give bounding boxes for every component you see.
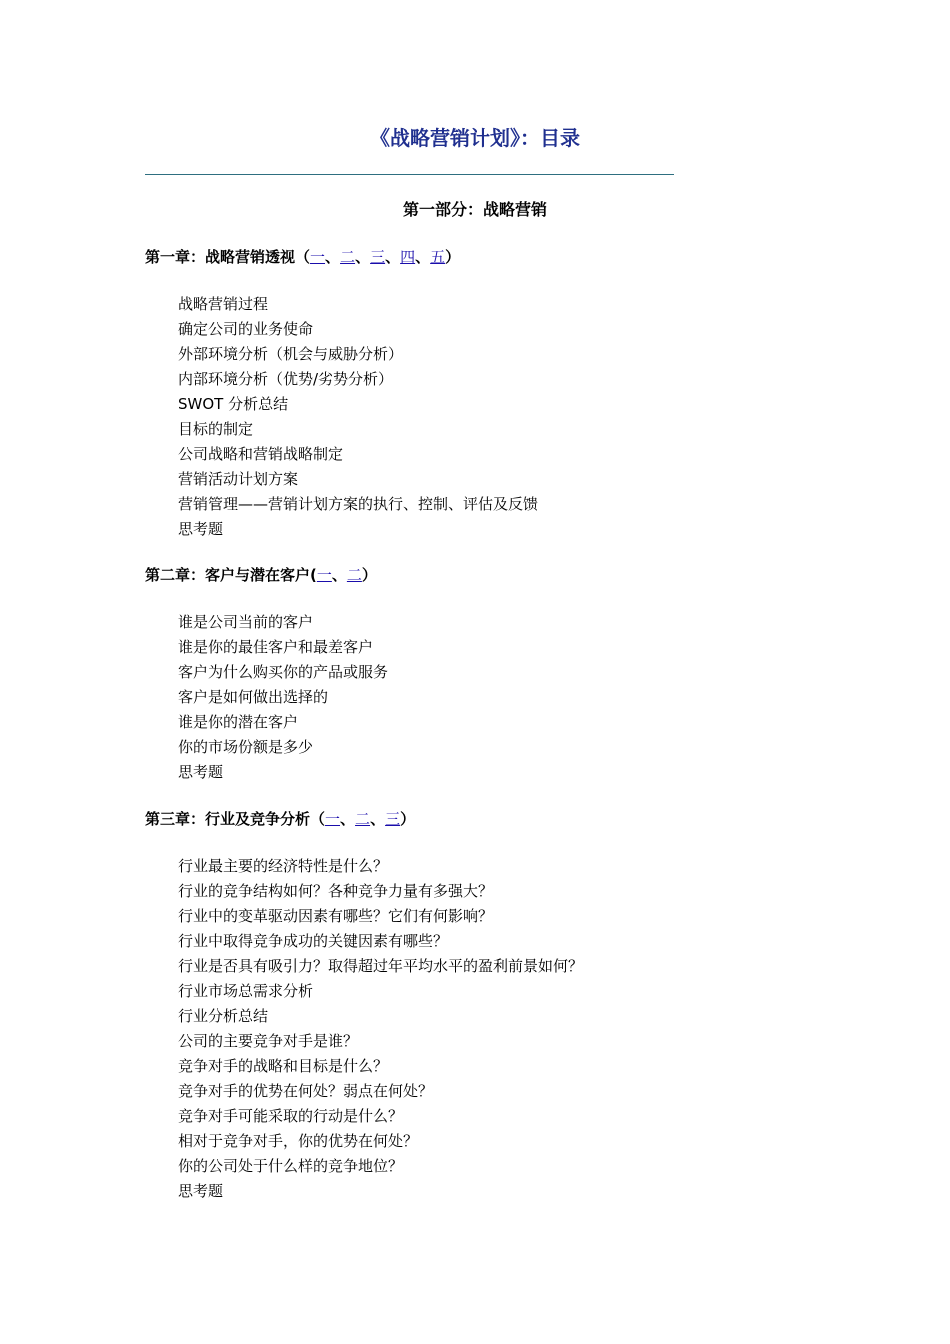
title-divider	[145, 174, 674, 175]
section-item: 外部环境分析（机会与威胁分析）	[178, 345, 404, 363]
chapter-1-title: 第一章：战略营销透视（	[145, 248, 311, 266]
chapter-2-link-2[interactable]: 二	[346, 566, 362, 584]
link-separator: 、	[355, 248, 371, 266]
closing-paren: ）	[361, 566, 377, 584]
section-item: 行业分析总结	[178, 1007, 269, 1025]
section-item: 谁是你的最佳客户和最差客户	[178, 638, 374, 656]
section-item: 战略营销过程	[178, 295, 269, 313]
chapter-3-link-3[interactable]: 三	[385, 810, 401, 828]
section-item: 行业中取得竞争成功的关键因素有哪些？	[178, 932, 449, 950]
section-item: 公司的主要竞争对手是谁？	[178, 1032, 359, 1050]
part-title: 第一部分：战略营销	[402, 200, 547, 219]
chapter-2-title: 第二章：客户与潜在客户(	[145, 566, 317, 584]
section-item: 确定公司的业务使命	[178, 320, 314, 338]
section-item: 内部环境分析（优势/劣势分析）	[178, 370, 394, 388]
section-item: 谁是你的潜在客户	[178, 713, 299, 731]
section-item: SWOT 分析总结	[178, 395, 289, 413]
section-item: 你的公司处于什么样的竞争地位？	[178, 1157, 404, 1175]
section-item: 竞争对手可能采取的行动是什么？	[178, 1107, 404, 1125]
section-item: 谁是公司当前的客户	[178, 613, 314, 631]
chapter-3-title: 第三章：行业及竞争分析（	[145, 810, 326, 828]
chapter-1-heading	[145, 247, 460, 267]
chapter-2-sections	[178, 610, 388, 785]
chapter-2-link-1[interactable]: 一	[316, 566, 332, 584]
section-item: 竞争对手的战略和目标是什么？	[178, 1057, 389, 1075]
section-item: 思考题	[178, 520, 224, 538]
section-item: 思考题	[178, 1182, 224, 1200]
section-item: 行业是否具有吸引力？取得超过年平均水平的盈利前景如何？	[178, 957, 584, 975]
chapter-1-link-5[interactable]: 五	[430, 248, 446, 266]
section-item: 你的市场份额是多少	[178, 738, 314, 756]
closing-paren: ）	[445, 248, 461, 266]
closing-paren: ）	[400, 810, 416, 828]
section-item: 营销管理——营销计划方案的执行、控制、评估及反馈	[178, 495, 539, 513]
section-item: 行业中的变革驱动因素有哪些？它们有何影响？	[178, 907, 494, 925]
section-item: 思考题	[178, 763, 224, 781]
chapter-3-heading	[145, 809, 415, 829]
link-separator: 、	[370, 810, 386, 828]
section-item: 行业市场总需求分析	[178, 982, 314, 1000]
chapter-1-link-1[interactable]: 一	[310, 248, 326, 266]
section-item: 营销活动计划方案	[178, 470, 299, 488]
section-item: 行业最主要的经济特性是什么？	[178, 857, 389, 875]
section-item: 目标的制定	[178, 420, 254, 438]
chapter-1-link-4[interactable]: 四	[400, 248, 416, 266]
link-separator: 、	[415, 248, 431, 266]
chapter-2-heading	[145, 565, 377, 585]
section-item: 公司战略和营销战略制定	[178, 445, 344, 463]
chapter-3-sections	[178, 854, 583, 1204]
section-item: 相对于竞争对手，你的优势在何处？	[178, 1132, 419, 1150]
chapter-1-link-2[interactable]: 二	[340, 248, 356, 266]
chapter-3-link-2[interactable]: 二	[355, 810, 371, 828]
document-title: 《战略营销计划》：目录	[370, 126, 580, 150]
link-separator: 、	[325, 248, 341, 266]
link-separator: 、	[331, 566, 347, 584]
link-separator: 、	[385, 248, 401, 266]
chapter-1-sections	[178, 292, 538, 542]
section-item: 竞争对手的优势在何处？弱点在何处？	[178, 1082, 434, 1100]
section-item: 行业的竞争结构如何？各种竞争力量有多强大？	[178, 882, 494, 900]
link-separator: 、	[340, 810, 356, 828]
section-item: 客户为什么购买你的产品或服务	[178, 663, 389, 681]
chapter-1-link-3[interactable]: 三	[370, 248, 386, 266]
section-item: 客户是如何做出选择的	[178, 688, 329, 706]
chapter-3-link-1[interactable]: 一	[325, 810, 341, 828]
